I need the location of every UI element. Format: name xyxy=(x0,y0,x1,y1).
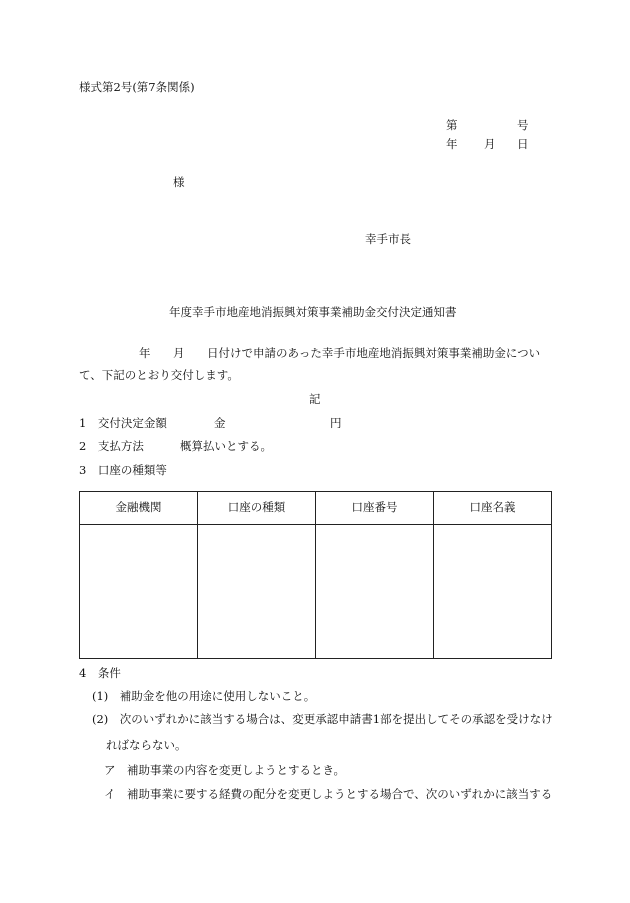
item-1-en: 円 xyxy=(330,416,342,430)
account-table xyxy=(79,491,552,659)
date-month: 月 xyxy=(484,137,496,151)
item-2-value: 概算払いとする。 xyxy=(180,439,272,453)
form-number: 様式第2号(第7条関係) xyxy=(79,80,195,94)
condition-i: イ 補助事業に要する経費の配分を変更しようとする場合で、次のいずれかに該当する xyxy=(104,787,553,801)
cell-account-holder xyxy=(434,525,552,659)
header-account-holder: 口座名義 xyxy=(434,492,552,525)
doc-number-dai: 第 xyxy=(446,118,458,132)
header-account-type: 口座の種類 xyxy=(198,492,316,525)
cell-account-type xyxy=(198,525,316,659)
doc-number-go: 号 xyxy=(517,118,529,132)
cell-account-number xyxy=(316,525,434,659)
date-day: 日 xyxy=(517,137,529,151)
condition-a: ア 補助事業の内容を変更しようとするとき。 xyxy=(104,763,346,777)
addressee-suffix: 様 xyxy=(173,175,185,189)
date-year: 年 xyxy=(446,137,458,151)
body-year: 年 xyxy=(139,346,151,360)
document-title: 年度幸手市地産地消振興対策事業補助金交付決定通知書 xyxy=(169,305,457,319)
header-bank: 金融機関 xyxy=(80,492,198,525)
table-row xyxy=(80,525,552,659)
body-line-2: て、下記のとおり交付します。 xyxy=(79,368,239,382)
conditions-heading: 4 条件 xyxy=(79,666,121,680)
item-2-label: 2 支払方法 xyxy=(79,439,144,453)
condition-1: (1) 補助金を他の用途に使用しないこと。 xyxy=(92,689,316,703)
body-month: 月 xyxy=(173,346,185,360)
ki-heading: 記 xyxy=(309,392,321,406)
condition-2-line-2: ればならない。 xyxy=(106,738,187,752)
item-1-kin: 金 xyxy=(214,416,226,430)
header-account-number: 口座番号 xyxy=(316,492,434,525)
cell-bank xyxy=(80,525,198,659)
item-1-label: 1 交付決定金額 xyxy=(79,416,167,430)
condition-2-line-1: (2) 次のいずれかに該当する場合は、変更承認申請書1部を提出してその承認を受けなけ xyxy=(92,712,553,726)
body-line-1: 日付けで申請のあった幸手市地産地消振興対策事業補助金につい xyxy=(207,346,541,360)
sender-name: 幸手市長 xyxy=(365,232,411,246)
item-3-label: 3 口座の種類等 xyxy=(79,463,167,477)
table-header-row xyxy=(80,492,552,525)
